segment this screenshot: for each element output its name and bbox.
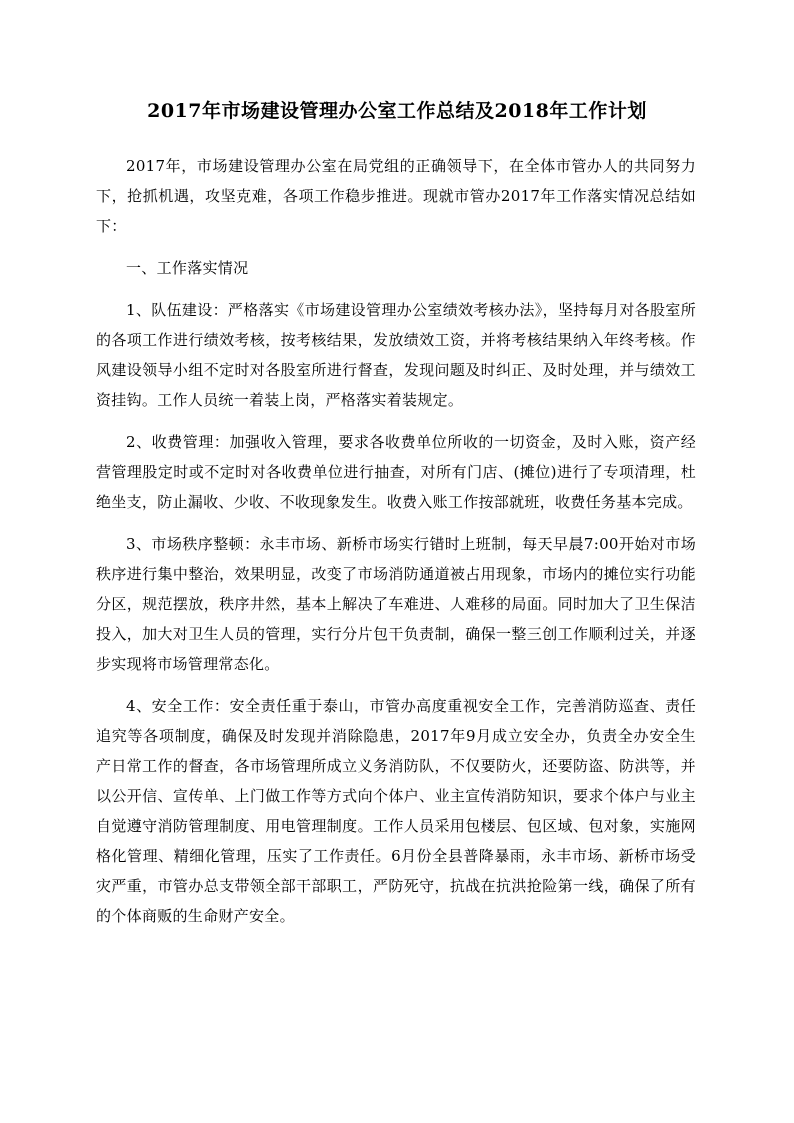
document-title: 2017年市场建设管理办公室工作总结及2018年工作计划 [147, 100, 647, 122]
intro-paragraph: 2017年，市场建设管理办公室在局党组的正确领导下，在全体市管办人的共同努力下，抢抓机遇，攻坚克难，各项工作稳步推进。现就市管办2017年工作落实情况总结如下： [96, 157, 696, 235]
section-heading: 一、工作落实情况 [126, 259, 249, 277]
document-body [96, 151, 696, 943]
paragraph-fee-management: 2、收费管理：加强收入管理，要求各收费单位所收的一切资金，及时入账，资产经营管理股定时或不定时对各收费单位进行抽查，对所有门店、(摊位)进行了专项清理，杜绝坐支，防止漏收、少收、不收现象发生。收费入账工作按部就班，收费任务基本完成。 [96, 433, 696, 511]
paragraph-market-order: 3、市场秩序整顿：永丰市场、新桥市场实行错时上班制，每天早晨7:00开始对市场秩序进行集中整治，效果明显，改变了市场消防通道被占用现象，市场内的摊位实行功能分区，规范摆放，秩序井然，基本上解决了车难进、人难移的局面。同时加大了卫生保洁投入，加大对卫生人员的管理，实行分片包干负责制，确保一整三创工作顺利过关，并逐步实现将市场管理常态化。 [96, 535, 696, 673]
paragraph-team-building: 1、队伍建设：严格落实《市场建设管理办公室绩效考核办法》，坚持每月对各股室所的各项工作进行绩效考核，按考核结果，发放绩效工资，并将考核结果纳入年终考核。作风建设领导小组不定时对各股室所进行督查，发现问题及时纠正、及时处理，并与绩效工资挂钩。工作人员统一着装上岗，严格落实着装规定。 [96, 301, 696, 409]
paragraph-safety-work: 4、安全工作：安全责任重于泰山，市管办高度重视安全工作，完善消防巡查、责任追究等各项制度，确保及时发现并消除隐患，2017年9月成立安全办，负责全办安全生产日常工作的督查，各市场管理所成立义务消防队，不仅要防火，还要防盗、防洪等，并以公开信、宣传单、上门做工作等方式向个体户、业主宣传消防知识，要求个体户与业主自觉遵守消防管理制度、用电管理制度。工作人员采用包楼层、包区域、包对象，实施网格化管理、精细化管理，压实了工作责任。6月份全县普降暴雨，永丰市场、新桥市场受灾严重，市管办总支带领全部干部职工，严防死守，抗战在抗洪抢险第一线，确保了所有的个体商贩的生命财产安全。 [96, 697, 696, 925]
